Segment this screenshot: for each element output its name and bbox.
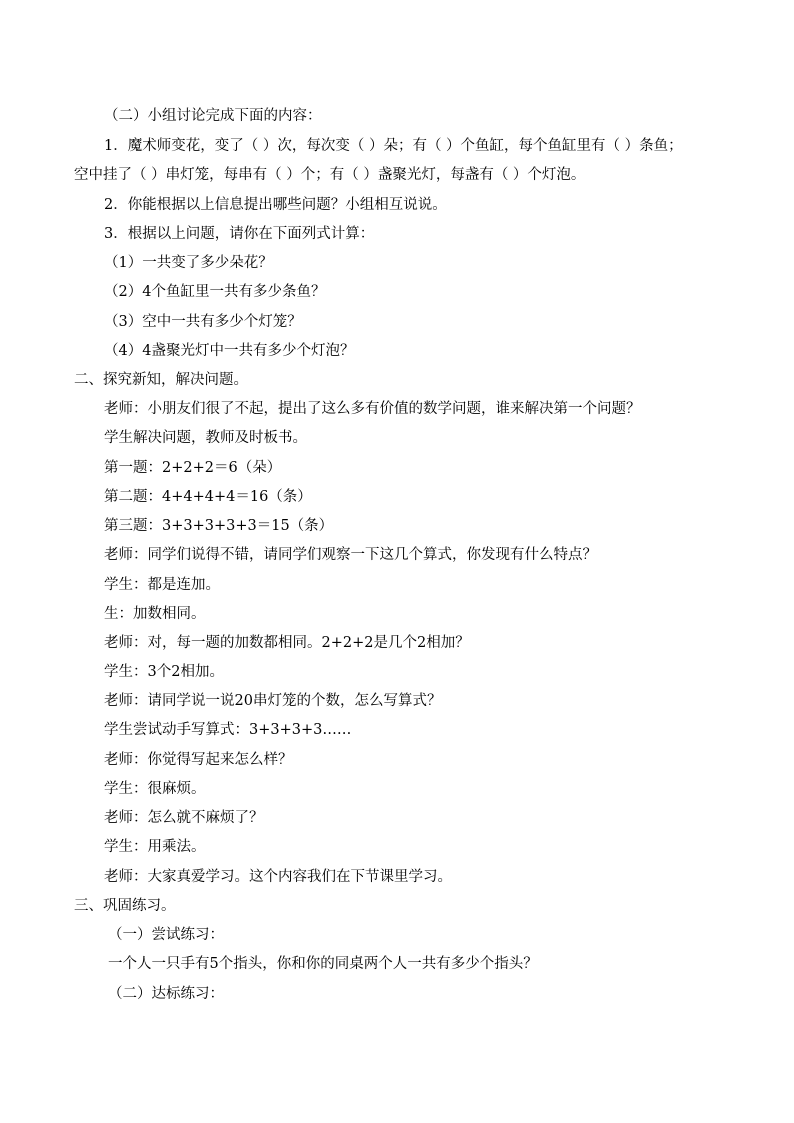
item-1-line-1: 1．魔术师变花，变了（ ）次，每次变（ ）朵；有（ ）个鱼缸，每个鱼缸里有（ ）条鱼； <box>104 138 683 154</box>
equation-line-2: 第二题：4+4+4+4＝16（条） <box>104 489 312 505</box>
section-heading-practice: 三、巩固练习。 <box>74 898 176 914</box>
item-3: 3．根据以上问题，请你在下面列式计算： <box>104 226 375 242</box>
dialogue-line: 老师：同学们说得不错，请同学们观察一下这几个算式，你发现有什么特点？ <box>104 547 597 563</box>
dialogue-line: 老师：对，每一题的加数都相同。2+2+2是几个2相加？ <box>104 635 470 651</box>
sub-question-4: （4）4盏聚光灯中一共有多少个灯泡？ <box>104 343 355 359</box>
subsection-standard-practice: （二）达标练习： <box>108 986 224 1002</box>
dialogue-line: 学生尝试动手写算式：3+3+3+3…… <box>104 722 352 738</box>
dialogue-line: 学生：用乘法。 <box>104 839 206 855</box>
item-2: 2．你能根据以上信息提出哪些问题？小组相互说说。 <box>104 197 447 213</box>
section-heading-explore: 二、探究新知，解决问题。 <box>74 372 248 388</box>
sub-question-3: （3）空中一共有多少个灯笼？ <box>104 314 302 330</box>
sub-question-2: （2）4个鱼缸里一共有多少条鱼？ <box>104 284 326 300</box>
sub-question-1: （1）一共变了多少朵花？ <box>104 255 273 271</box>
dialogue-line: 老师：请同学说一说20串灯笼的个数，怎么写算式？ <box>104 693 442 709</box>
dialogue-line: 学生解决问题，教师及时板书。 <box>104 430 307 446</box>
equation-line-1: 第一题：2+2+2＝6（朵） <box>104 460 282 476</box>
dialogue-line: 学生：很麻烦。 <box>104 781 206 797</box>
dialogue-line: 学生：3个2相加。 <box>104 664 224 680</box>
dialogue-line: 学生：都是连加。 <box>104 577 220 593</box>
dialogue-line: 老师：小朋友们很了不起，提出了这么多有价值的数学问题，谁来解决第一个问题？ <box>104 401 641 417</box>
dialogue-line: 生：加数相同。 <box>104 606 206 622</box>
dialogue-line: 老师：怎么就不麻烦了？ <box>104 810 264 826</box>
section-heading-group-discussion: （二）小组讨论完成下面的内容： <box>104 108 322 124</box>
equation-line-3: 第三题：3+3+3+3+3＝15（条） <box>104 518 334 534</box>
practice-question: 一个人一只手有5个指头，你和你的同桌两个人一共有多少个指头？ <box>108 956 538 972</box>
dialogue-line: 老师：你觉得写起来怎么样？ <box>104 752 293 768</box>
subsection-trial-practice: （一）尝试练习： <box>108 927 224 943</box>
dialogue-line: 老师：大家真爱学习。这个内容我们在下节课里学习。 <box>104 869 452 885</box>
item-1-line-2: 空中挂了（ ）串灯笼，每串有（ ）个；有（ ）盏聚光灯，每盏有（ ）个灯泡。 <box>74 167 586 183</box>
